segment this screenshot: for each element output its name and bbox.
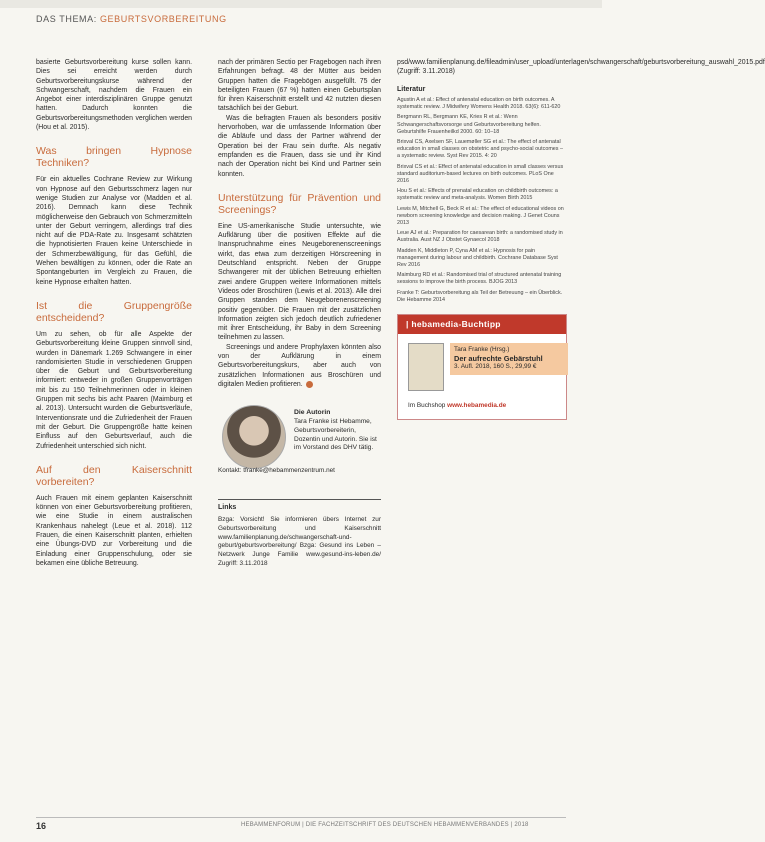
book-author: Tara Franke (Hrsg.) <box>454 345 510 353</box>
literature <box>397 85 567 304</box>
paragraph: Eine US-amerikanische Studie untersuchte, wie Aufklärung über die positiven Effekte auf die Inanspruchnahme eines Neugeborenenscreenings wirkt, das etwa zum derzeitigen Hörscreening in Deutschland entspricht. Neben der Gruppe Schwangerer mit der üblichen Betreuung erhielten zwei andere Gruppen weitere Informationen mittels Videos oder Broschüren (Lewis et al. 2013). Alle drei Gruppen standen dem Neugeborenenscreening positiv gegenüber. Die Frauen mit der zusätzlichen Information zeigten sich jedoch deutlich zufriedener mit ihrer Entscheidung, ihr Baby in dem Screening teilnehmen zu lassen. <box>218 222 381 342</box>
literature-title: Literatur <box>397 85 426 93</box>
header-theme: DAS THEMA: <box>36 14 97 24</box>
book-link-url[interactable]: www.hebamedia.de <box>447 401 507 409</box>
author-contact[interactable]: Kontakt: tfranke@hebammenzentrum.net <box>218 467 335 475</box>
book-meta: 3. Aufl. 2018, 160 S., 29,99 € <box>454 363 537 371</box>
book-cover-image <box>408 343 444 391</box>
header-topic: GEBURTSVORBEREITUNG <box>99 14 227 24</box>
book-title: Der aufrechte Gebärstuhl <box>454 354 543 364</box>
paragraph: Für ein aktuelles Cochrane Review zur Wirkung von Hypnose auf den Geburtsschmerz lagen nur wenige Studien zur Analyse vor (Madden et al. 2016). Demnach kann diese Technik möglicherweise den Gebrauch von Schmerzmitteln unter der Geburt verringern, allerdings traf dies nicht auf die PDA-Rate zu. Insgesamt schätzten die hypnotisierten Frauen keine Unterschiede in der Schmerzbewältigung, für das Gefühl, die Wehen bewältigen zu können, oder die Rate an Spontangeburten im Vergleich zu Frauen, die keine Hypnose erhalten hatten. <box>36 176 192 286</box>
book-link-label: Im Buchshop <box>408 401 446 409</box>
author-box <box>218 405 381 483</box>
section-heading: Was bringen Hypnose Techniken? <box>36 145 192 170</box>
section-heading: Auf den Kaiserschnitt vorbereiten? <box>36 463 192 488</box>
section-heading: Unterstützung für Prävention und Screenings? <box>218 191 381 216</box>
column-1 <box>36 58 192 568</box>
reference: Brixval CS, Axelsen SF, Lauemøller SG et al.: The effect of antenatal education in small classes on obstetric and psycho-social outcomes – a systematic review. Syst Rev 2015. 4: 20 <box>397 138 563 160</box>
author-bio: Tara Franke ist Hebamme, Geburtsvorbereiterin, Dozentin und Autorin. Sie ist im Vorstand des DHV tätig. <box>294 418 377 452</box>
page-number: 16 <box>36 821 47 831</box>
author-title: Die Autorin <box>294 409 331 417</box>
paragraph: Um zu sehen, ob für alle Aspekte der Geburtsvorbereitung kleine Gruppen sinnvoll sind, wurden in Dänemark 1.269 Schwangere in einer randomisierten Studie in verschiedenen Gruppen über die Geburt und Geburtsvorbereitung informiert: entweder in großen Gruppenvorträgen mit bis zu 150 Teilnehmerinnen oder in kleinen Gruppen mit sechs bis acht Paaren (Maimburg et al. 2013). Untersucht wurden die Geburtsverläufe, Interventionsrate und die Zufriedenheit der Frauen mit der Geburt. Die Gruppengröße hatte keinen Einfluss auf den Geburtsverlauf, auch die Zufriedenheit unterschied sich nicht. <box>36 330 192 450</box>
author-photo <box>222 405 286 469</box>
book-details <box>450 343 568 375</box>
running-head <box>36 14 227 24</box>
reference: Franke T: Geburtsvorbereitung als Teil der Betreuung – ein Überblick. Die Hebamme 2014 <box>397 289 563 303</box>
reference: Brixval CS et al.: Effect of antenatal education in small classes versus standard auditorium-based lectures on birth outcomes. PLoS One 2016 <box>397 163 564 184</box>
paragraph: nach der primären Sectio per Fragebogen nach ihren Erfahrungen befragt. 48 der Mütter aus beiden Gruppen hatten die Fragebögen ausgefüllt. 75 der beteiligten Frauen (67 %) hatten einen Geburtsplan für ihren Kaiserschnitt erstellt und 42 nutzten diesen tatsächlich bei der Geburt. <box>218 59 381 113</box>
book-tip-header: | hebamedia-Buchtipp <box>398 315 566 334</box>
paragraph-text: Screenings und andere Prophylaxen könnten also von der Aufklärung in einem Geburtsvorbereitungskurs, aber auch von zusätzlichen Informationen aus Broschüren und digitalen Medien profitieren. <box>218 343 381 388</box>
book-link[interactable] <box>408 401 506 410</box>
paragraph: psd/www.familienplanung.de/fileadmin/user_upload/unterlagen/schwangerschaft/geburtsvorbereitung_auswahl_2015.pdf (Zugriff: 3.11.2018) <box>397 59 765 76</box>
paragraph <box>218 343 381 389</box>
paragraph: Was die befragten Frauen als besonders positiv hervorhoben, war die umfassende Information über die Abläufe und dass der Partner während der Operation bei der Frau sein durfte. Als negativ empfanden es die Frauen, dass sie und ihr Kind nach der Operation nicht bei Kind und Partner sein konnten. <box>218 114 381 178</box>
paragraph: basierte Geburtsvorbereitung kurse sollen kann. Dies sei erreicht werden durch Geburtsvorbereitungskurse während der Schwangerschaft, nachdem die Frauen ein Angebot einer interdisziplinären Gruppe genutzt hatten. Dadurch konnten die Geburtsvorbereitungsmethoden verglichen werden (Hou et al. 2015). <box>36 59 192 132</box>
end-mark-icon <box>306 381 313 388</box>
section-heading: Ist die Gruppengröße entscheidend? <box>36 299 192 324</box>
column-3 <box>397 58 765 420</box>
paragraph: Auch Frauen mit einem geplanten Kaiserschnitt können von einer Geburtsvorbereitung profitieren, wie eine Studie in einem australischen Krankenhaus nahelegt (Leue et al. 2018). 112 Frauen, die einen Kaiserschnitt planten, erhielten eine Übungs-DVD zur Vorbereitung und die Einladung einer Gruppenschulung, oder sie bekamen eine übliche Betreuung. <box>36 494 192 567</box>
reference: Maimburg RD et al.: Randomised trial of structured antenatal training sessions to improve the birth process. BJOG 2013 <box>397 272 562 286</box>
links-text[interactable]: Bzga: Vorsicht! Sie informieren übers Internet zur Geburtsvorbereitung und Kaiserschnitt www.familienplanung.de/schwangerschaft-und-geburt/geburtsvorbereitung/ Bzga: Gesund ins Leben – Netzwerk Junge Familie www.gesund-ins-leben.de/ Zugriff: 3.11.2018 <box>218 516 381 567</box>
reference: Madden K, Middleton P, Cyna AM et al.: Hypnosis for pain management during labour and childbirth. Cochrane Database Syst Rev 2016 <box>397 247 558 268</box>
reference: Bergmann RL, Bergmann KE, Kries R et al.: Wenn Schwangerschaftsvorsorge und Geburtsvorbereitung helfen. Geburtshilfe Frauenheilkd 2000. 60: 10–18 <box>397 114 541 135</box>
page-footer <box>36 817 566 831</box>
author-text <box>294 409 381 453</box>
book-tip-box <box>397 314 567 420</box>
column-2 <box>218 58 381 569</box>
footer-info: HEBAMMENFORUM | DIE FACHZEITSCHRIFT DES DEUTSCHEN HEBAMMENVERBANDES | 2018 <box>241 822 529 828</box>
top-rule <box>0 0 602 8</box>
reference: Agustin A et al.: Effect of antenatal education on birth outcomes. A systematic review. J Midwifery Womens Health 2018. 63(6): 611-620 <box>397 96 561 111</box>
links-box <box>218 499 381 569</box>
links-title: Links <box>218 504 237 512</box>
reference: Hou S et al.: Effects of prenatal education on childbirth outcomes: a systematic review and meta-analysis. Women Birth 2015 <box>397 188 558 202</box>
reference: Lewis M, Mitchell G, Beck R et al.: The effect of educational videos on newborn screening knowledge and decision making. J Genet Couns 2013 <box>397 205 564 226</box>
reference: Leue AJ et al.: Preparation for caesarean birth: a randomised study in Australia. Aust NZ J Obstet Gynaecol 2018 <box>397 230 563 244</box>
